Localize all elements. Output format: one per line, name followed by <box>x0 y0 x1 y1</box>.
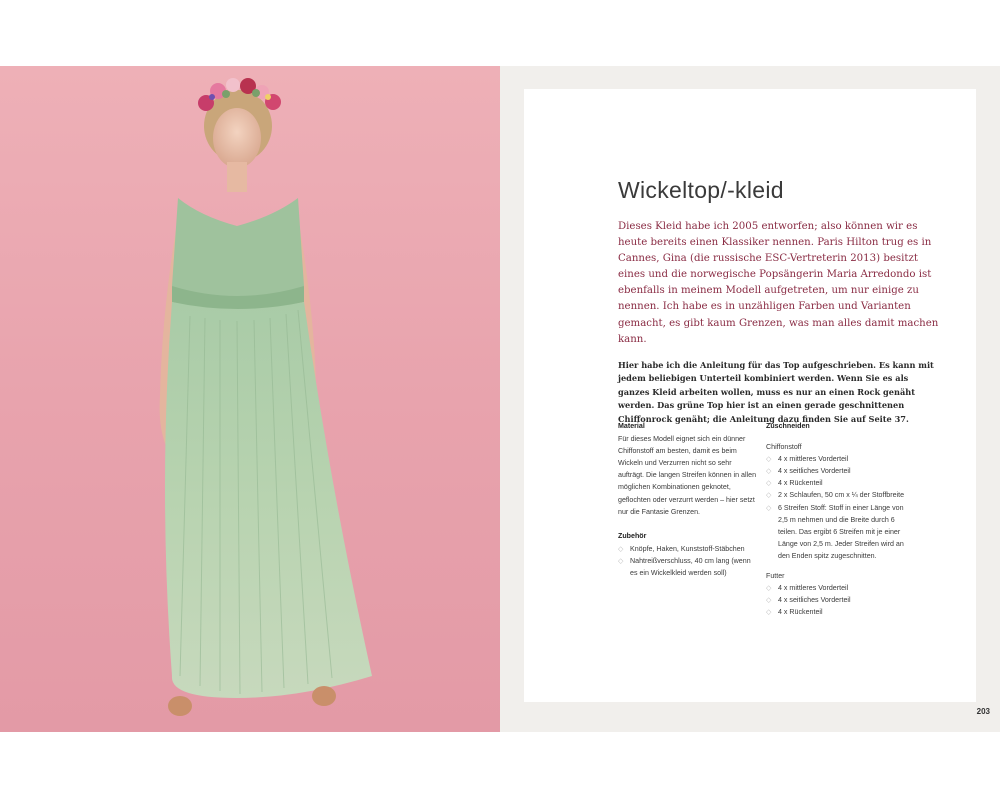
page-number: 203 <box>976 707 990 716</box>
diamond-bullet-icon: ◇ <box>766 467 772 476</box>
article-title: Wickeltop/-kleid <box>618 177 784 203</box>
list-item: ◇ Knöpfe, Haken, Kunststoff-Stäbchen <box>618 543 758 555</box>
diamond-bullet-icon: ◇ <box>618 544 624 553</box>
material-heading: Material <box>618 422 645 430</box>
zuschneiden-heading: Zuschneiden <box>766 422 810 430</box>
material-column <box>618 420 758 579</box>
material-text: Für dieses Modell eignet sich ein dünner Chiffonstoff am besten, damit es beim Wickeln und Verzurren nicht so sehr aufträgt. Die langen Streifen können in allen möglichen Kombinationen geknotet, geflochten oder verzurrt werden – hier setzt nur die Fantasie Grenzen. <box>618 435 757 516</box>
futter-list <box>766 582 906 618</box>
chiffon-label: Chiffonstoff <box>766 443 802 452</box>
list-item: ◇ 4 x Rückenteil <box>766 606 906 618</box>
diamond-bullet-icon: ◇ <box>766 608 772 617</box>
book-spread <box>0 66 1000 732</box>
fashion-photo <box>0 66 500 732</box>
diamond-bullet-icon: ◇ <box>618 556 624 565</box>
list-item: ◇ 6 Streifen Stoff: Stoff in einer Länge von 2,5 m nehmen und die Breite durch 6 teilen. Das ergibt 6 Streifen mit je einer Länge von 2,5 m. Jeder Streifen wird an den Enden spitz zugeschnitten. <box>766 503 904 560</box>
list-item: ◇ 2 x Schlaufen, 50 cm x ¼ der Stoffbreite <box>766 489 906 501</box>
futter-label: Futter <box>766 572 785 581</box>
intro-paragraph: Dieses Kleid habe ich 2005 entworfen; also können wir es heute bereits einen Klassiker nennen. Paris Hilton trug es in Cannes, Gina (die russische ESC-Vertreterin 2013) besitzt eines und die norwegische Popsängerin Maria Arredondo ist ebenfalls in meinem Modell aufgetreten, um nur einige zu nennen. Ich habe es in unzähligen Farben und Varianten gemacht, es gibt kaum Grenzen, was man alles damit machen kann. <box>618 221 939 345</box>
chiffon-list <box>766 453 906 562</box>
list-item: ◇ 4 x mittleres Vorderteil <box>766 582 906 594</box>
diamond-bullet-icon: ◇ <box>766 455 772 464</box>
list-item: ◇ 4 x seitliches Vorderteil <box>766 594 906 606</box>
body-paragraph: Hier habe ich die Anleitung für das Top aufgeschrieben. Es kann mit jedem beliebigen Unterteil kombiniert werden. Wenn Sie es als ganzes Kleid arbeiten wollen, muss es nur an einen Rock genäht werden. Das grüne Top hier ist an einen gerade geschnittenen Chiffonrock genäht; die Anleitung dazu finden Sie auf Seite 37. <box>618 360 934 424</box>
list-item: ◇ 4 x mittleres Vorderteil <box>766 453 906 465</box>
diamond-bullet-icon: ◇ <box>766 491 772 500</box>
diamond-bullet-icon: ◇ <box>766 503 772 512</box>
diamond-bullet-icon: ◇ <box>766 479 772 488</box>
list-item: ◇ Nahtreißverschluss, 40 cm lang (wenn es ein Wickelkleid werden soll) <box>618 556 751 578</box>
diamond-bullet-icon: ◇ <box>766 596 772 605</box>
zubehoer-list <box>618 543 758 579</box>
zuschneiden-column <box>766 420 906 618</box>
content-card <box>524 89 976 702</box>
diamond-bullet-icon: ◇ <box>766 584 772 593</box>
list-item: ◇ 4 x Rückenteil <box>766 477 906 489</box>
text-page <box>500 66 1000 732</box>
dress-photo-illustration <box>0 66 500 732</box>
list-item: ◇ 4 x seitliches Vorderteil <box>766 465 906 477</box>
zubehoer-heading: Zubehör <box>618 531 647 540</box>
